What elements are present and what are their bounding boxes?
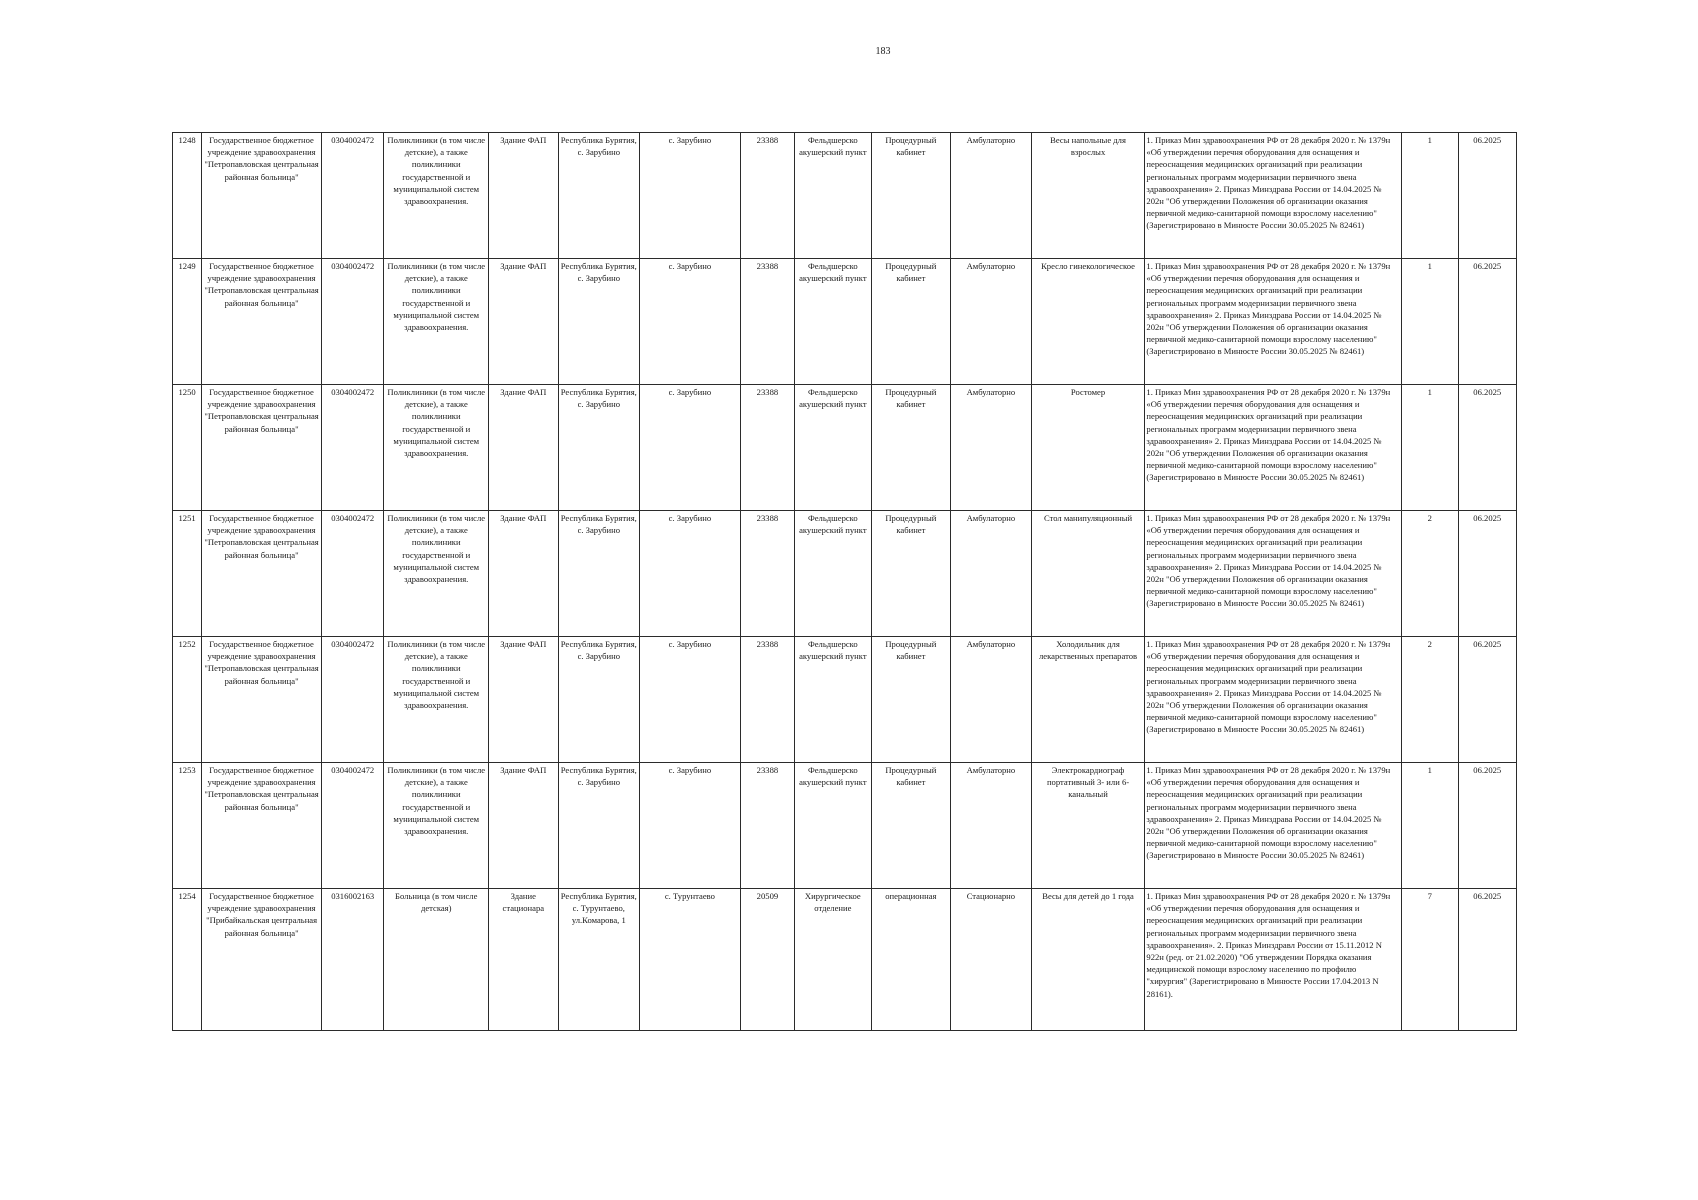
cell-room: Процедурный кабинет — [871, 133, 951, 259]
cell-facility-type: Больница (в том числе детская) — [384, 889, 489, 1031]
cell-code: 23388 — [740, 259, 794, 385]
cell-equipment: Стол манипуляционный — [1031, 511, 1145, 637]
cell-locality: с. Зарубино — [640, 259, 741, 385]
cell-facility-type: Поликлиники (в том числе детские), а также поликлиники государственной и муниципальной систем здравоохранения. — [384, 637, 489, 763]
cell-equipment: Электрокардиограф портативный 3- или 6-канальный — [1031, 763, 1145, 889]
cell-num: 1251 — [173, 511, 202, 637]
cell-date: 06.2025 — [1458, 133, 1517, 259]
cell-mode: Амбулаторно — [951, 385, 1032, 511]
table-row — [173, 511, 1517, 637]
cell-code: 23388 — [740, 637, 794, 763]
cell-date: 06.2025 — [1458, 889, 1517, 1031]
cell-date: 06.2025 — [1458, 259, 1517, 385]
cell-locality: с. Зарубино — [640, 763, 741, 889]
cell-organization: Государственное бюджетное учреждение здравоохранения "Петропавловская центральная районная больница" — [202, 259, 322, 385]
table-row — [173, 385, 1517, 511]
cell-facility-type: Поликлиники (в том числе детские), а также поликлиники государственной и муниципальной систем здравоохранения. — [384, 133, 489, 259]
cell-quantity: 7 — [1402, 889, 1458, 1031]
table-row — [173, 259, 1517, 385]
cell-legal-basis: 1. Приказ Мин здравоохранения РФ от 28 декабря 2020 г. № 1379н «Об утверждении перечня оборудования для оснащения и переоснащения медицинских организаций при реализации региональных программ модернизации первичного звена здравоохранения» 2. Приказ Минздрава России от 14.04.2025 № 202н "Об утверждении Положения об организации оказания первичной медико-санитарной помощи взрослому населению" (Зарегистрировано в Минюсте России 30.05.2025 № 82461) — [1145, 259, 1402, 385]
cell-room: Процедурный кабинет — [871, 511, 951, 637]
cell-building: Здание ФАП — [489, 259, 558, 385]
cell-quantity: 2 — [1402, 637, 1458, 763]
cell-facility-type: Поликлиники (в том числе детские), а также поликлиники государственной и муниципальной систем здравоохранения. — [384, 763, 489, 889]
cell-mode: Амбулаторно — [951, 511, 1032, 637]
cell-num: 1254 — [173, 889, 202, 1031]
cell-organization: Государственное бюджетное учреждение здравоохранения "Петропавловская центральная районная больница" — [202, 511, 322, 637]
table-row — [173, 763, 1517, 889]
cell-legal-basis: 1. Приказ Мин здравоохранения РФ от 28 декабря 2020 г. № 1379н «Об утверждении перечня оборудования для оснащения и переоснащения медицинских организаций при реализации региональных программ модернизации первичного звена здравоохранения» 2. Приказ Минздрава России от 14.04.2025 № 202н "Об утверждении Положения об организации оказания первичной медико-санитарной помощи взрослому населению" (Зарегистрировано в Минюсте России 30.05.2025 № 82461) — [1145, 637, 1402, 763]
cell-locality: с. Зарубино — [640, 511, 741, 637]
cell-region: Республика Бурятия, с. Зарубино — [558, 133, 640, 259]
cell-legal-basis: 1. Приказ Мин здравоохранения РФ от 28 декабря 2020 г. № 1379н «Об утверждении перечня оборудования для оснащения и переоснащения медицинских организаций при реализации региональных программ модернизации первичного звена здравоохранения» 2. Приказ Минздрава России от 14.04.2025 № 202н "Об утверждении Положения об организации оказания первичной медико-санитарной помощи взрослому населению" (Зарегистрировано в Минюсте России 30.05.2025 № 82461) — [1145, 763, 1402, 889]
cell-num: 1248 — [173, 133, 202, 259]
equipment-table — [172, 132, 1517, 1031]
cell-unit: Фельдшерско акушерский пункт — [795, 763, 872, 889]
cell-organization: Государственное бюджетное учреждение здравоохранения "Петропавловская центральная районная больница" — [202, 133, 322, 259]
cell-mode: Амбулаторно — [951, 259, 1032, 385]
cell-code: 23388 — [740, 511, 794, 637]
cell-unit: Фельдшерско акушерский пункт — [795, 637, 872, 763]
cell-facility-type: Поликлиники (в том числе детские), а также поликлиники государственной и муниципальной систем здравоохранения. — [384, 511, 489, 637]
cell-equipment: Весы для детей до 1 года — [1031, 889, 1145, 1031]
cell-building: Здание ФАП — [489, 133, 558, 259]
cell-mode: Амбулаторно — [951, 763, 1032, 889]
cell-legal-basis: 1. Приказ Мин здравоохранения РФ от 28 декабря 2020 г. № 1379н «Об утверждении перечня оборудования для оснащения и переоснащения медицинских организаций при реализации региональных программ модернизации первичного звена здравоохранения» 2. Приказ Минздрава России от 14.04.2025 № 202н "Об утверждении Положения об организации оказания первичной медико-санитарной помощи взрослому населению" (Зарегистрировано в Минюсте России 30.05.2025 № 82461) — [1145, 133, 1402, 259]
cell-inn: 0304002472 — [321, 259, 383, 385]
cell-building: Здание стационара — [489, 889, 558, 1031]
cell-inn: 0316002163 — [321, 889, 383, 1031]
cell-equipment: Кресло гинекологическое — [1031, 259, 1145, 385]
cell-locality: с. Зарубино — [640, 133, 741, 259]
cell-mode: Стационарно — [951, 889, 1032, 1031]
cell-locality: с. Зарубино — [640, 637, 741, 763]
cell-room: операционная — [871, 889, 951, 1031]
cell-mode: Амбулаторно — [951, 133, 1032, 259]
cell-region: Республика Бурятия, с. Зарубино — [558, 511, 640, 637]
cell-mode: Амбулаторно — [951, 637, 1032, 763]
cell-inn: 0304002472 — [321, 133, 383, 259]
cell-region: Республика Бурятия, с. Зарубино — [558, 763, 640, 889]
page-number: 183 — [875, 46, 891, 57]
cell-unit: Хирургическое отделение — [795, 889, 872, 1031]
cell-inn: 0304002472 — [321, 637, 383, 763]
cell-inn: 0304002472 — [321, 511, 383, 637]
cell-code: 23388 — [740, 133, 794, 259]
cell-num: 1250 — [173, 385, 202, 511]
cell-organization: Государственное бюджетное учреждение здравоохранения "Петропавловская центральная районная больница" — [202, 637, 322, 763]
cell-date: 06.2025 — [1458, 637, 1517, 763]
cell-organization: Государственное бюджетное учреждение здравоохранения "Петропавловская центральная районная больница" — [202, 385, 322, 511]
cell-code: 23388 — [740, 385, 794, 511]
table-row — [173, 637, 1517, 763]
cell-organization: Государственное бюджетное учреждение здравоохранения "Петропавловская центральная районная больница" — [202, 763, 322, 889]
cell-unit: Фельдшерско акушерский пункт — [795, 133, 872, 259]
cell-region: Республика Бурятия, с. Зарубино — [558, 259, 640, 385]
cell-equipment: Весы напольные для взрослых — [1031, 133, 1145, 259]
cell-legal-basis: 1. Приказ Мин здравоохранения РФ от 28 декабря 2020 г. № 1379н «Об утверждении перечня оборудования для оснащения и переоснащения медицинских организаций при реализации региональных программ модернизации первичного звена здравоохранения». 2. Приказ Минздравл России от 15.11.2012 N 922н (ред. от 21.02.2020) "Об утверждении Порядка оказания медицинской помощи взрослому населению по профилю "хирургия" (Зарегистрировано в Минюсте России 17.04.2013 N 28161). — [1145, 889, 1402, 1031]
cell-equipment: Холодильник для лекарственных препаратов — [1031, 637, 1145, 763]
table-body — [173, 133, 1517, 1031]
cell-code: 20509 — [740, 889, 794, 1031]
cell-date: 06.2025 — [1458, 385, 1517, 511]
cell-building: Здание ФАП — [489, 385, 558, 511]
cell-unit: Фельдшерско акушерский пункт — [795, 511, 872, 637]
cell-room: Процедурный кабинет — [871, 637, 951, 763]
cell-equipment: Ростомер — [1031, 385, 1145, 511]
cell-locality: с. Зарубино — [640, 385, 741, 511]
cell-unit: Фельдшерско акушерский пункт — [795, 385, 872, 511]
cell-date: 06.2025 — [1458, 763, 1517, 889]
cell-region: Республика Бурятия, с. Турунтаево, ул.Комарова, 1 — [558, 889, 640, 1031]
cell-num: 1252 — [173, 637, 202, 763]
cell-inn: 0304002472 — [321, 385, 383, 511]
cell-building: Здание ФАП — [489, 637, 558, 763]
cell-region: Республика Бурятия, с. Зарубино — [558, 385, 640, 511]
cell-date: 06.2025 — [1458, 511, 1517, 637]
cell-quantity: 1 — [1402, 763, 1458, 889]
cell-building: Здание ФАП — [489, 763, 558, 889]
cell-organization: Государственное бюджетное учреждение здравоохранения "Прибайкальская центральная районная больница" — [202, 889, 322, 1031]
table-row — [173, 133, 1517, 259]
cell-room: Процедурный кабинет — [871, 259, 951, 385]
cell-legal-basis: 1. Приказ Мин здравоохранения РФ от 28 декабря 2020 г. № 1379н «Об утверждении перечня оборудования для оснащения и переоснащения медицинских организаций при реализации региональных программ модернизации первичного звена здравоохранения» 2. Приказ Минздрава России от 14.04.2025 № 202н "Об утверждении Положения об организации оказания первичной медико-санитарной помощи взрослому населению" (Зарегистрировано в Минюсте России 30.05.2025 № 82461) — [1145, 385, 1402, 511]
cell-num: 1253 — [173, 763, 202, 889]
cell-locality: с. Турунтаево — [640, 889, 741, 1031]
cell-num: 1249 — [173, 259, 202, 385]
cell-quantity: 1 — [1402, 259, 1458, 385]
cell-facility-type: Поликлиники (в том числе детские), а также поликлиники государственной и муниципальной систем здравоохранения. — [384, 385, 489, 511]
cell-facility-type: Поликлиники (в том числе детские), а также поликлиники государственной и муниципальной систем здравоохранения. — [384, 259, 489, 385]
cell-room: Процедурный кабинет — [871, 763, 951, 889]
cell-quantity: 1 — [1402, 133, 1458, 259]
cell-code: 23388 — [740, 763, 794, 889]
cell-building: Здание ФАП — [489, 511, 558, 637]
cell-quantity: 1 — [1402, 385, 1458, 511]
cell-region: Республика Бурятия, с. Зарубино — [558, 637, 640, 763]
cell-legal-basis: 1. Приказ Мин здравоохранения РФ от 28 декабря 2020 г. № 1379н «Об утверждении перечня оборудования для оснащения и переоснащения медицинских организаций при реализации региональных программ модернизации первичного звена здравоохранения» 2. Приказ Минздрава России от 14.04.2025 № 202н "Об утверждении Положения об организации оказания первичной медико-санитарной помощи взрослому населению" (Зарегистрировано в Минюсте России 30.05.2025 № 82461) — [1145, 511, 1402, 637]
cell-unit: Фельдшерско акушерский пункт — [795, 259, 872, 385]
cell-quantity: 2 — [1402, 511, 1458, 637]
cell-inn: 0304002472 — [321, 763, 383, 889]
table-row — [173, 889, 1517, 1031]
cell-room: Процедурный кабинет — [871, 385, 951, 511]
